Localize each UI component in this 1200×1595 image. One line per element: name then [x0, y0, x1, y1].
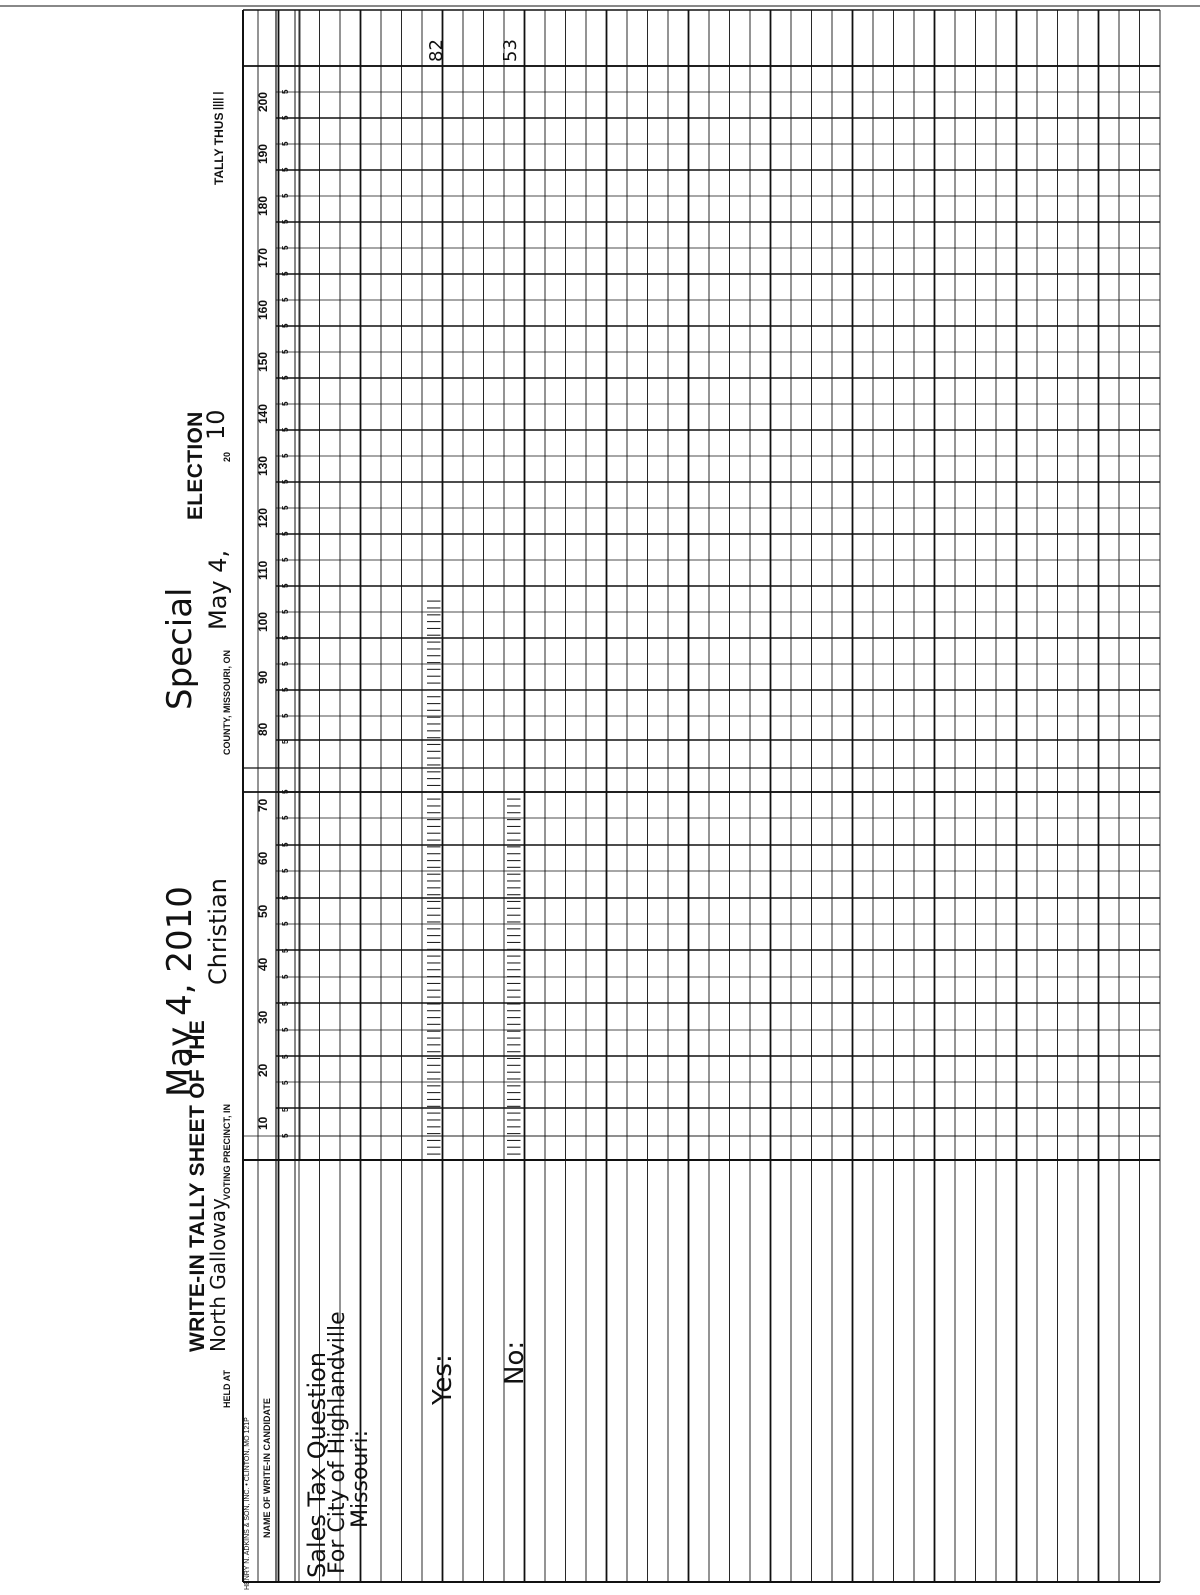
five-label: 5 [281, 687, 290, 692]
five-label: 5 [281, 193, 290, 198]
column-header: 80 [256, 722, 270, 736]
column-header: 90 [256, 670, 270, 684]
five-label: 5 [281, 453, 290, 458]
year-prefix: 20 [222, 451, 232, 462]
column-header: 180 [256, 195, 270, 216]
five-label: 5 [281, 661, 290, 666]
five-label: 5 [281, 1107, 290, 1112]
held-at-label: HELD AT [222, 1370, 232, 1408]
five-label: 5 [281, 1054, 290, 1059]
five-label: 5 [281, 868, 290, 873]
five-label: 5 [281, 948, 290, 953]
five-label: 5 [281, 323, 290, 328]
five-label: 5 [281, 739, 290, 744]
five-label: 5 [281, 974, 290, 979]
column-header: 160 [256, 299, 270, 320]
voting-precinct-label: VOTING PRECINCT, IN [222, 1103, 232, 1200]
column-header: 40 [256, 957, 270, 971]
five-label: 5 [281, 427, 290, 432]
five-label: 5 [281, 271, 290, 276]
yes-tally-marks: |||||||||||||||||||||||||||||||||||||||||||||||||||||||||||||||||||||||||||||||||| [426, 598, 441, 1158]
five-label: 5 [281, 141, 290, 146]
column-header: 200 [256, 91, 270, 112]
five-label: 5 [281, 89, 290, 94]
held-at-handwritten: North Galloway [206, 1198, 230, 1352]
five-label: 5 [281, 635, 290, 640]
five-label: 5 [281, 531, 290, 536]
year-handwritten: 10 [202, 409, 230, 440]
county-label: COUNTY, MISSOURI, ON [222, 649, 232, 755]
five-label: 5 [281, 245, 290, 250]
candidate-name: Sales Tax Question [303, 1351, 331, 1578]
five-label: 5 [281, 1080, 290, 1085]
column-header: 150 [256, 351, 270, 372]
five-label: 5 [281, 1027, 290, 1032]
five-label: 5 [281, 815, 290, 820]
tally-thus-example: |||| | [212, 91, 224, 110]
column-header: 60 [256, 851, 270, 865]
column-header: 70 [256, 798, 270, 812]
column-header: 190 [256, 143, 270, 164]
five-label: 5 [281, 219, 290, 224]
election-date-handwritten: May 4, 2010 [160, 886, 200, 1097]
five-label: 5 [281, 167, 290, 172]
election-type-handwritten: Special [160, 587, 200, 710]
candidate-name: Missouri: [348, 1430, 373, 1528]
five-label: 5 [281, 375, 290, 380]
five-label: 5 [281, 557, 290, 562]
no-total: 53 [500, 39, 521, 62]
tally-thus-label: TALLY THUS [212, 112, 226, 185]
candidate-column-header: NAME OF WRITE-IN CANDIDATE [262, 1398, 272, 1538]
five-label: 5 [281, 842, 290, 847]
column-header: 120 [256, 507, 270, 528]
five-label: 5 [281, 1001, 290, 1006]
column-header: 110 [256, 560, 270, 580]
five-label: 5 [281, 921, 290, 926]
five-label: 5 [281, 713, 290, 718]
five-label: 5 [281, 401, 290, 406]
candidate-name: Yes: [428, 1354, 458, 1405]
five-label: 5 [281, 115, 290, 120]
five-label: 5 [281, 505, 290, 510]
five-label: 5 [281, 349, 290, 354]
no-tally-marks: ||||||||||||||||||||||||||||||||||||||||||||||||||||| [506, 796, 521, 1158]
candidate-name: No: [500, 1340, 530, 1385]
election-label: ELECTION [184, 411, 207, 520]
county-handwritten: Christian [204, 877, 232, 985]
five-label: 5 [281, 789, 290, 794]
column-header: 170 [256, 247, 270, 268]
column-header: 10 [256, 1116, 270, 1130]
five-label: 5 [281, 583, 290, 588]
column-header: 130 [256, 455, 270, 476]
form-title: WRITE-IN TALLY SHEET OF THE [186, 1019, 209, 1352]
five-label: 5 [281, 609, 290, 614]
five-label: 5 [281, 297, 290, 302]
date-handwritten: May 4, [204, 549, 232, 630]
column-header: 30 [256, 1010, 270, 1024]
printer-imprint: HENRY N. ADKINS & SON, INC. • CLINTON, MO 121P [244, 1417, 251, 1590]
candidate-name: For City of Highlandville [325, 1311, 350, 1574]
column-header: 100 [256, 611, 270, 632]
five-label: 5 [281, 479, 290, 484]
column-header: 50 [256, 904, 270, 918]
column-header: 140 [256, 403, 270, 424]
five-label: 5 [281, 1133, 290, 1138]
five-label: 5 [281, 895, 290, 900]
column-header: 20 [256, 1063, 270, 1077]
yes-total: 82 [426, 39, 447, 62]
